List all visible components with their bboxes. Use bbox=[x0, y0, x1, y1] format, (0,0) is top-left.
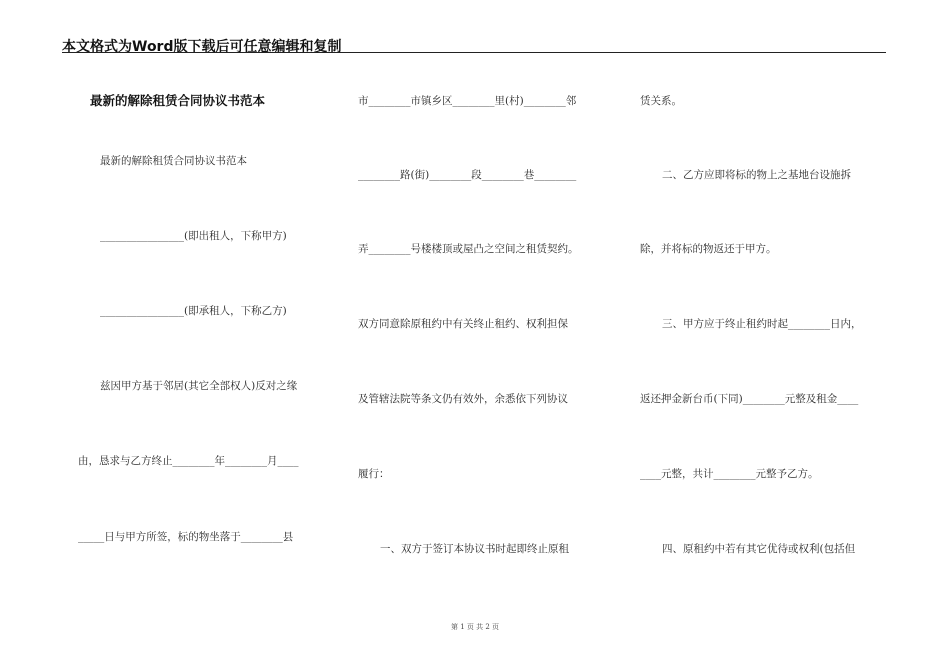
paragraph-line: 四、原租约中若有其它优待或权利(包括但 bbox=[662, 543, 856, 555]
paragraph-line: 三、甲方应于终止租约时起________日内， bbox=[662, 318, 862, 330]
paragraph-line: ____元整，共计________元整予乙方。 bbox=[640, 468, 819, 480]
paragraph-line: 最新的解除租赁合同协议书范本 bbox=[100, 155, 247, 167]
paragraph-line: 及管辖法院等条文仍有效外，余悉依下列协议 bbox=[358, 393, 568, 405]
paragraph-line: 二、乙方应即将标的物上之基地台设施拆 bbox=[662, 169, 851, 181]
paragraph-line: ________________(即出租人，下称甲方) bbox=[100, 230, 287, 242]
paragraph-line: 除，并将标的物返还于甲方。 bbox=[640, 243, 777, 255]
paragraph-line: _____日与甲方所签，标的物坐落于________县 bbox=[78, 531, 294, 543]
paragraph-line: 履行： bbox=[358, 468, 390, 480]
paragraph-line: 一、双方于签订本协议书时起即终止原租 bbox=[380, 543, 569, 555]
paragraph-line: 兹因甲方基于邻居(其它全部权人)反对之缘 bbox=[100, 380, 298, 392]
paragraph-line: 赁关系。 bbox=[640, 95, 682, 107]
paragraph-line: 由，恳求与乙方终止________年________月____ bbox=[78, 455, 299, 467]
document-header: 本文格式为Word版下载后可任意编辑和复制 bbox=[62, 39, 342, 55]
paragraph-line: ________________(即承租人，下称乙方) bbox=[100, 305, 287, 317]
paragraph-line: 返还押金新台币(下同)________元整及租金____ bbox=[640, 393, 859, 405]
header-divider bbox=[62, 52, 886, 53]
paragraph-line: 弄________号楼楼顶或屋凸之空间之租赁契约。 bbox=[358, 243, 579, 255]
page-number: 第 1 页 共 2 页 bbox=[450, 623, 500, 631]
document-title: 最新的解除租赁合同协议书范本 bbox=[90, 93, 266, 108]
paragraph-line: ________路(街)________段________巷________ bbox=[358, 169, 577, 181]
paragraph-line: 双方同意除原租约中有关终止租约、权利担保 bbox=[358, 318, 568, 330]
paragraph-line: 市________市镇乡区________里(村)________邻 bbox=[358, 95, 577, 107]
